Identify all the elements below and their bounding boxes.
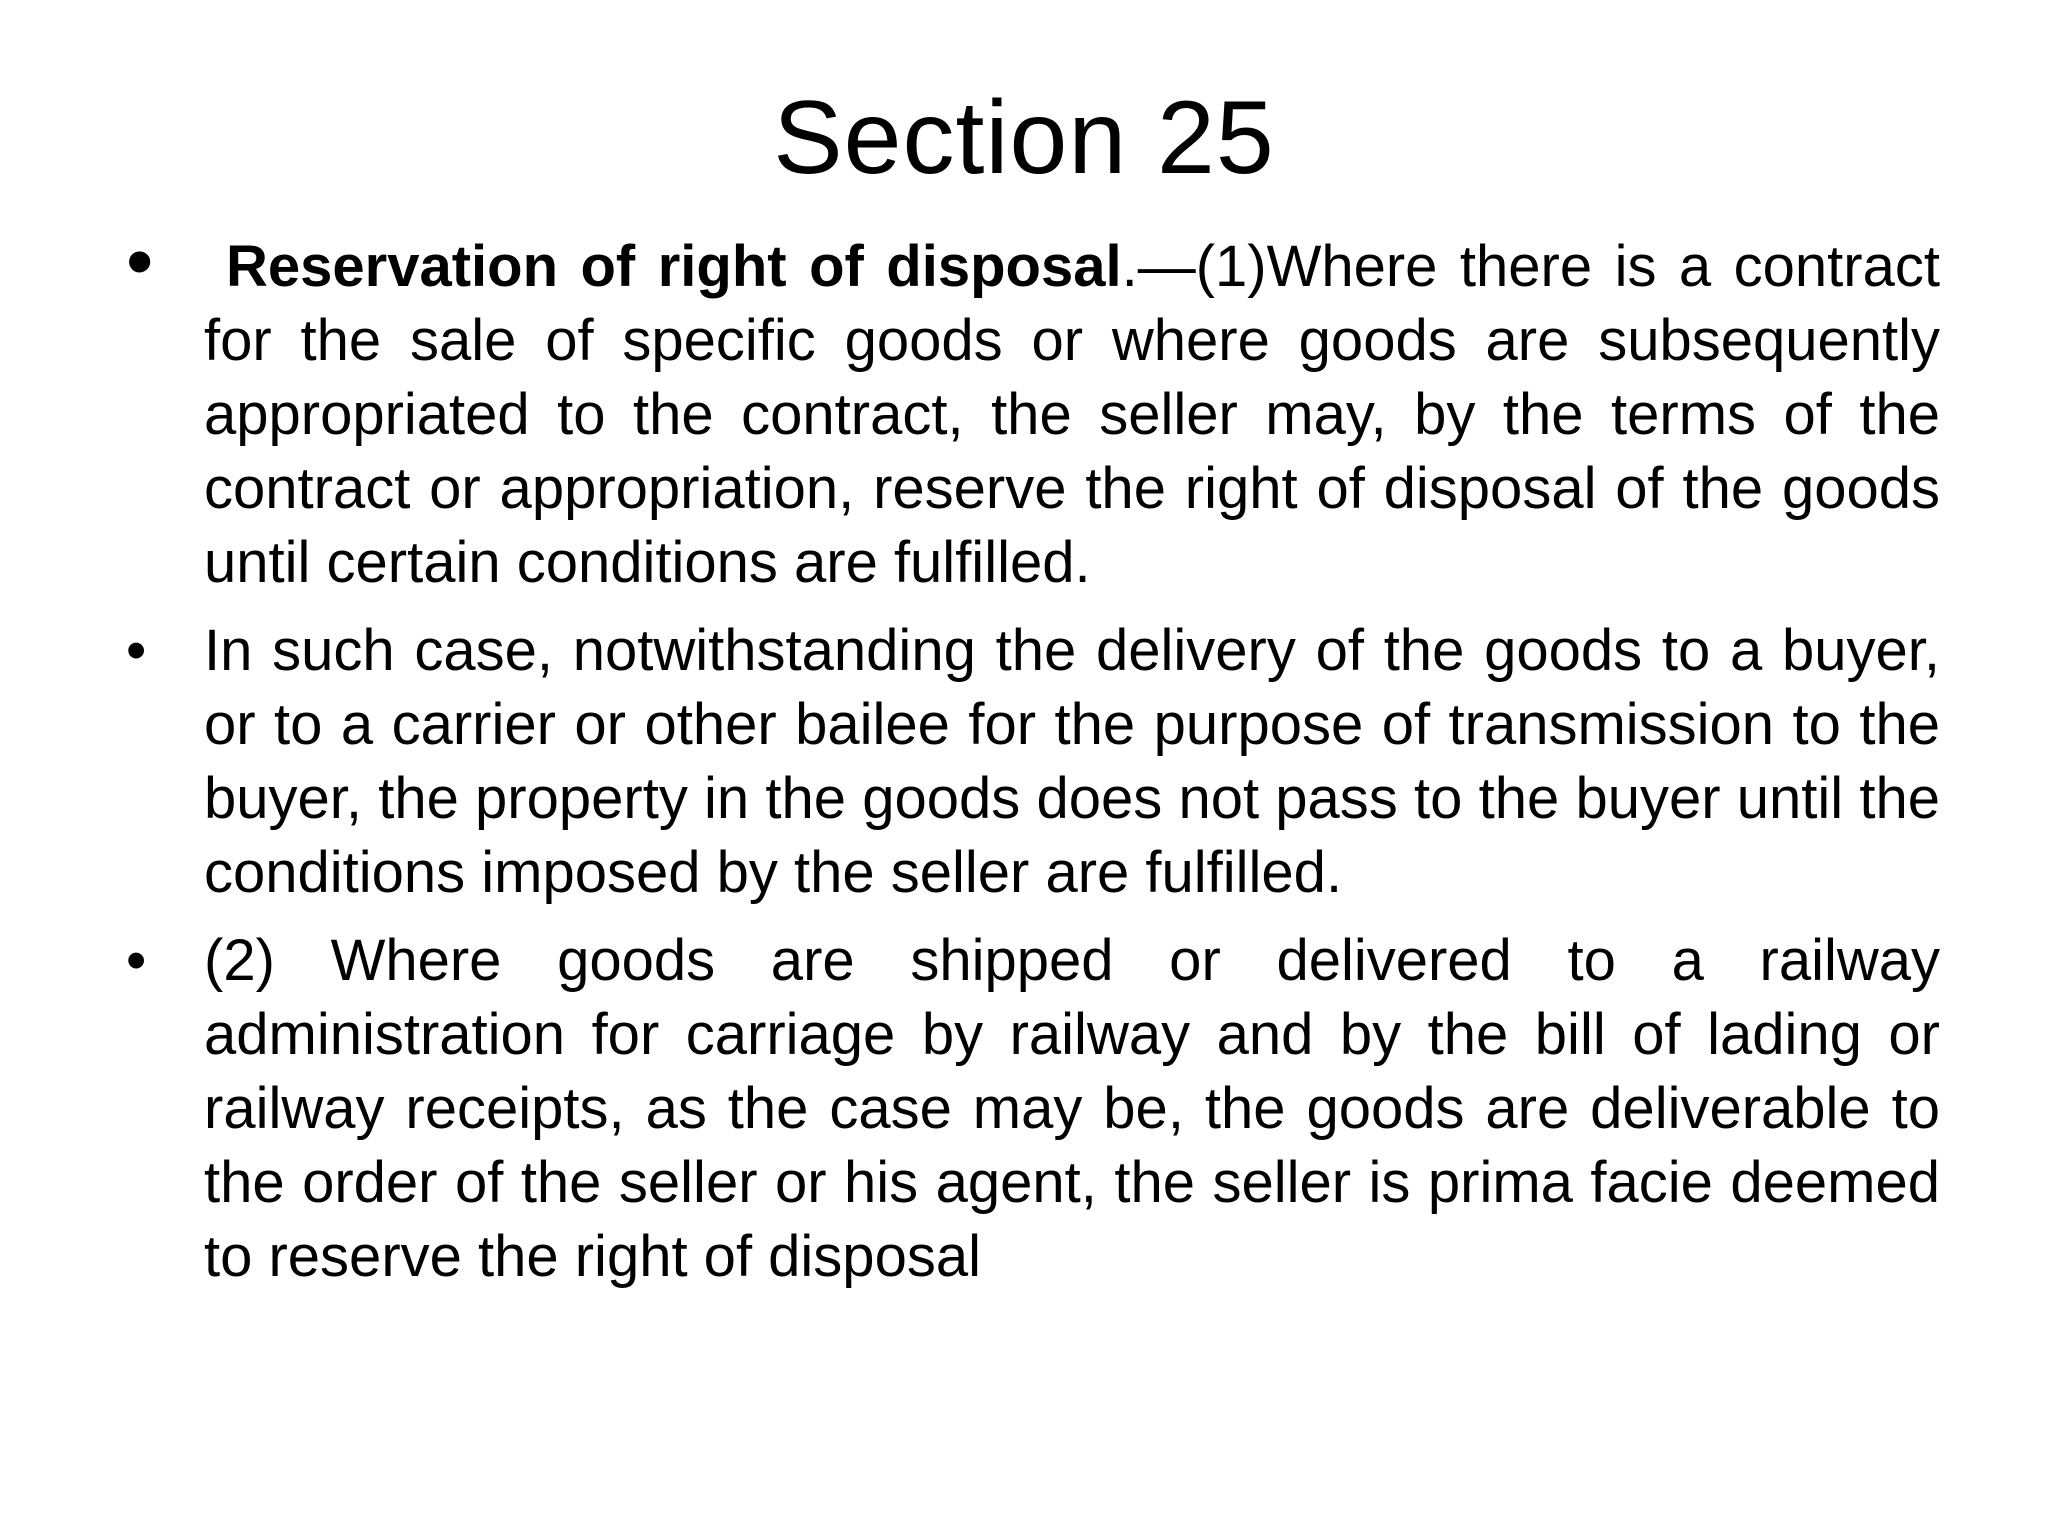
- bullet-text: (2) Where goods are shipped or delivered to a railway administration for carriage by railway and by the bill of lading or railway receipts, as the case may be, the goods are deliverable to the order of the seller or his agent, the seller is prima facie deemed to reserve the right of disposal: [204, 928, 1940, 1289]
- bullet-icon: •: [126, 928, 147, 993]
- bullet-heading: Reservation of right of disposal: [226, 234, 1122, 299]
- bullet-icon: •: [126, 217, 154, 305]
- bullet-text: .—(1)Where there is a contract for the sale of specific goods or where goods are subsequently appropriated to the contract, the seller may, by the terms of the contract or appropriation, reserve the right of disposal of the goods until certain conditions are fulfilled.: [204, 234, 1940, 595]
- slide-title: Section 25: [773, 80, 1275, 196]
- bullet-icon: •: [126, 618, 147, 683]
- slide-body: [120, 217, 1940, 1308]
- bullet-text: In such case, notwithstanding the delivery of the goods to a buyer, or to a carrier or other bailee for the purpose of transmission to the buyer, the property in the goods does not pass to the buyer until the conditions imposed by the seller are fulfilled.: [204, 618, 1940, 905]
- bullet-item-delivery: [120, 614, 1940, 910]
- bullet-item-reservation: [120, 217, 1940, 600]
- bullet-item-railway: [120, 924, 1940, 1294]
